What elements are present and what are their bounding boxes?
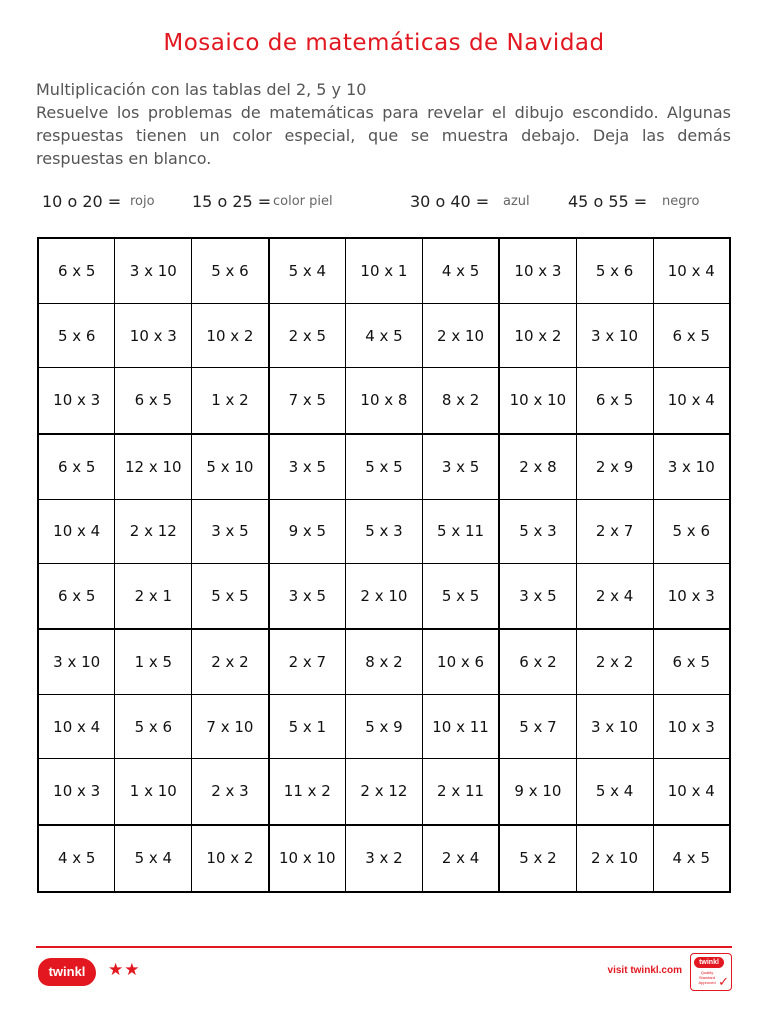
grid-cell: 9 x 10 (499, 759, 576, 825)
grid-cell: 10 x 3 (653, 563, 730, 629)
grid-cell: 5 x 6 (192, 238, 269, 304)
check-icon: ✓ (718, 975, 729, 990)
grid-row (38, 499, 730, 563)
grid-cell: 5 x 6 (38, 304, 115, 368)
grid-cell: 6 x 5 (115, 368, 192, 434)
grid-row (38, 629, 730, 695)
grid-cell: 2 x 1 (115, 563, 192, 629)
grid-cell: 5 x 5 (192, 563, 269, 629)
grid-cell: 11 x 2 (269, 759, 346, 825)
grid-cell: 10 x 6 (422, 629, 499, 695)
grid-cell: 2 x 10 (576, 825, 653, 892)
grid-cell: 10 x 4 (653, 238, 730, 304)
grid-cell: 5 x 6 (576, 238, 653, 304)
grid-cell: 5 x 5 (346, 434, 423, 500)
grid-cell: 2 x 12 (346, 759, 423, 825)
quality-badge (690, 953, 732, 991)
grid-cell: 10 x 3 (38, 759, 115, 825)
grid-row (38, 238, 730, 304)
star-rating-icon: ★★ (108, 960, 141, 980)
grid-cell: 3 x 5 (269, 434, 346, 500)
grid-cell: 3 x 10 (576, 695, 653, 759)
grid-cell: 2 x 8 (499, 434, 576, 500)
grid-cell: 5 x 4 (269, 238, 346, 304)
grid-cell: 3 x 5 (499, 563, 576, 629)
grid-cell: 3 x 10 (38, 629, 115, 695)
grid-cell: 5 x 10 (192, 434, 269, 500)
grid-cell: 10 x 3 (115, 304, 192, 368)
grid-cell: 3 x 2 (346, 825, 423, 892)
instructions (36, 78, 731, 170)
grid-cell: 3 x 10 (653, 434, 730, 500)
legend-color: color piel (273, 194, 333, 209)
grid-cell: 8 x 2 (346, 629, 423, 695)
grid-cell: 5 x 7 (499, 695, 576, 759)
grid-cell: 10 x 11 (422, 695, 499, 759)
twinkl-logo: twinkl (38, 958, 96, 986)
grid-cell: 7 x 5 (269, 368, 346, 434)
grid-cell: 5 x 9 (346, 695, 423, 759)
grid-cell: 3 x 10 (576, 304, 653, 368)
legend-range: 15 o 25 = (192, 192, 272, 211)
grid-cell: 6 x 5 (38, 238, 115, 304)
grid-row (38, 695, 730, 759)
grid-cell: 6 x 2 (499, 629, 576, 695)
grid-cell: 5 x 4 (576, 759, 653, 825)
grid-cell: 9 x 5 (269, 499, 346, 563)
footer-divider (36, 946, 732, 948)
grid-cell: 3 x 5 (422, 434, 499, 500)
grid-cell: 10 x 2 (499, 304, 576, 368)
grid-cell: 6 x 5 (653, 304, 730, 368)
grid-cell: 8 x 2 (422, 368, 499, 434)
legend-color: rojo (130, 194, 155, 209)
grid-cell: 4 x 5 (422, 238, 499, 304)
grid-cell: 2 x 10 (346, 563, 423, 629)
grid-cell: 10 x 10 (269, 825, 346, 892)
grid-cell: 6 x 5 (38, 434, 115, 500)
visit-link[interactable]: visit twinkl.com (607, 965, 682, 976)
grid-cell: 10 x 10 (499, 368, 576, 434)
legend-color: azul (503, 194, 530, 209)
grid-cell: 3 x 5 (192, 499, 269, 563)
grid-cell: 5 x 5 (422, 563, 499, 629)
legend-range: 10 o 20 = (42, 192, 122, 211)
grid-row (38, 304, 730, 368)
grid-cell: 10 x 8 (346, 368, 423, 434)
grid-cell: 6 x 5 (653, 629, 730, 695)
grid-cell: 5 x 4 (115, 825, 192, 892)
grid-cell: 2 x 10 (422, 304, 499, 368)
grid-cell: 2 x 9 (576, 434, 653, 500)
grid-cell: 4 x 5 (346, 304, 423, 368)
grid-cell: 1 x 10 (115, 759, 192, 825)
grid-cell: 10 x 3 (499, 238, 576, 304)
grid-cell: 5 x 11 (422, 499, 499, 563)
grid-cell: 2 x 7 (576, 499, 653, 563)
grid-cell: 10 x 2 (192, 825, 269, 892)
instructions-text: Resuelve los problemas de matemáticas para revelar el dibujo escondido. Algunas respuestas tienen un color especial, que se muestra debajo. Deja las demás respuestas en blanco. (36, 103, 731, 168)
grid-cell: 10 x 3 (38, 368, 115, 434)
grid-cell: 2 x 7 (269, 629, 346, 695)
badge-text: Quality Standard Approved (698, 970, 716, 985)
legend-range: 45 o 55 = (568, 192, 648, 211)
grid-cell: 6 x 5 (38, 563, 115, 629)
grid-cell: 10 x 4 (38, 499, 115, 563)
grid-cell: 10 x 4 (38, 695, 115, 759)
grid-cell: 5 x 6 (115, 695, 192, 759)
grid-cell: 10 x 2 (192, 304, 269, 368)
grid-cell: 2 x 5 (269, 304, 346, 368)
grid-cell: 5 x 6 (653, 499, 730, 563)
grid-cell: 4 x 5 (38, 825, 115, 892)
grid-cell: 2 x 3 (192, 759, 269, 825)
legend-range: 30 o 40 = (410, 192, 490, 211)
grid-row (38, 563, 730, 629)
grid-cell: 10 x 4 (653, 759, 730, 825)
grid-cell: 10 x 1 (346, 238, 423, 304)
grid-cell: 2 x 12 (115, 499, 192, 563)
grid-cell: 2 x 11 (422, 759, 499, 825)
grid-row (38, 434, 730, 500)
grid-cell: 6 x 5 (576, 368, 653, 434)
color-legend (0, 192, 768, 216)
mosaic-grid (37, 237, 731, 893)
grid-cell: 5 x 3 (499, 499, 576, 563)
grid-row (38, 759, 730, 825)
grid-row (38, 368, 730, 434)
legend-color: negro (662, 194, 700, 209)
grid-cell: 7 x 10 (192, 695, 269, 759)
grid-cell: 3 x 5 (269, 563, 346, 629)
grid-cell: 1 x 5 (115, 629, 192, 695)
page-title: Mosaico de matemáticas de Navidad (163, 30, 605, 56)
grid-cell: 5 x 2 (499, 825, 576, 892)
grid-cell: 4 x 5 (653, 825, 730, 892)
grid-row (38, 825, 730, 892)
instructions-subtitle: Multiplicación con las tablas del 2, 5 y 10 (36, 80, 367, 99)
grid-cell: 3 x 10 (115, 238, 192, 304)
grid-cell: 5 x 1 (269, 695, 346, 759)
grid-cell: 2 x 4 (422, 825, 499, 892)
grid-cell: 10 x 3 (653, 695, 730, 759)
grid-cell: 2 x 2 (192, 629, 269, 695)
badge-logo: twinkl (694, 957, 724, 968)
grid-cell: 1 x 2 (192, 368, 269, 434)
grid-cell: 5 x 3 (346, 499, 423, 563)
grid-cell: 2 x 4 (576, 563, 653, 629)
grid-cell: 12 x 10 (115, 434, 192, 500)
grid-cell: 2 x 2 (576, 629, 653, 695)
grid-cell: 10 x 4 (653, 368, 730, 434)
